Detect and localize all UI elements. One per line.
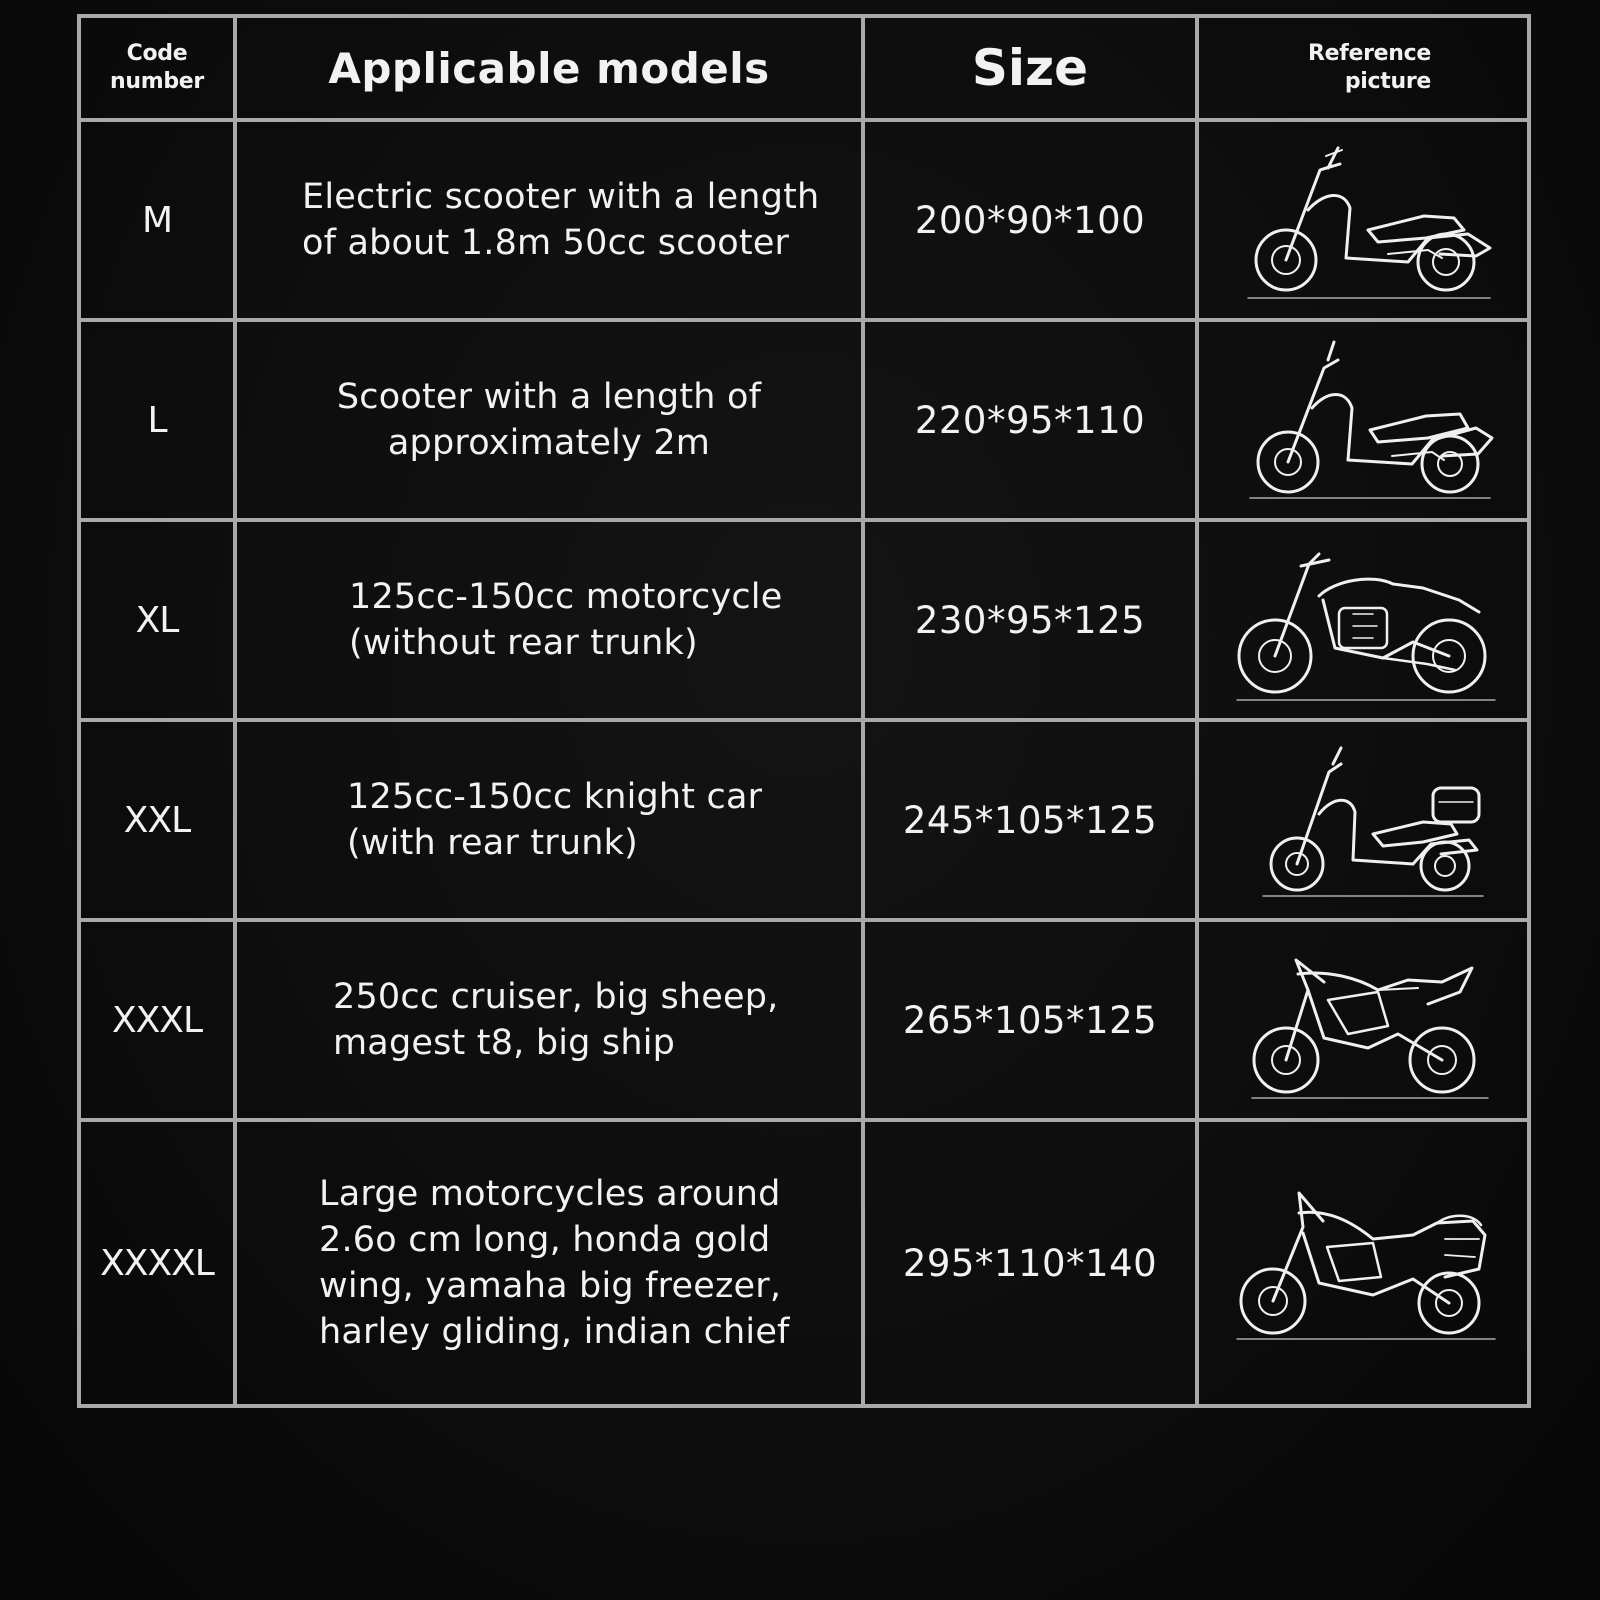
size-cell [863,320,1197,520]
picture-cell [1197,720,1529,920]
size-cell [863,520,1197,720]
code-cell [79,720,235,920]
code-cell [79,520,235,720]
models-value: 250cc cruiser, big sheep, magest t8, big ship [333,977,779,1063]
header-code-number [79,16,235,120]
picture-cell [1197,120,1529,320]
table-row-l [79,320,1529,520]
size-cell [863,120,1197,320]
models-cell [235,520,863,720]
size-value: 265*105*125 [902,998,1158,1042]
picture-cell [1197,1120,1529,1406]
table-row-m [79,120,1529,320]
scooter-icon [1228,130,1498,310]
size-cell [863,1120,1197,1406]
header-size [863,16,1197,120]
header-row [79,16,1529,120]
picture-cell [1197,920,1529,1120]
size-cell [863,720,1197,920]
size-value: 200*90*100 [914,198,1146,242]
picture-cell [1197,320,1529,520]
naked-motorcycle-icon [1223,530,1503,710]
size-chart-table [77,14,1531,1408]
touring-motorcycle-icon [1223,1173,1503,1353]
code-value: XL [135,599,179,641]
header-code-number-label: Code number [110,41,204,94]
code-cell [79,920,235,1120]
scooter-icon [1228,330,1498,510]
header-applicable-models-label: Applicable models [328,43,770,93]
size-value: 230*95*125 [914,598,1146,642]
code-value: XXXXL [100,1242,214,1284]
code-value: M [141,199,173,241]
models-cell [235,720,863,920]
header-size-label: Size [971,39,1089,97]
models-cell [235,1120,863,1406]
header-applicable-models [235,16,863,120]
code-cell [79,120,235,320]
picture-cell [1197,520,1529,720]
header-reference-picture [1197,16,1529,120]
table-row-xxxxl [79,1120,1529,1406]
models-value: Scooter with a length of approximately 2m [336,377,762,463]
models-cell [235,320,863,520]
models-value: 125cc-150cc motorcycle (without rear trunk) [349,577,783,663]
scooter-with-trunk-icon [1233,730,1493,910]
sport-bike-icon [1228,930,1498,1110]
models-value: Electric scooter with a length of about 1.8m 50cc scooter [302,177,820,263]
size-value: 245*105*125 [902,798,1158,842]
code-value: XXL [123,799,191,841]
table-row-xl [79,520,1529,720]
models-cell [235,920,863,1120]
table-row-xxl [79,720,1529,920]
code-value: XXXL [111,999,203,1041]
size-cell [863,920,1197,1120]
table-row-xxxl [79,920,1529,1120]
size-value: 220*95*110 [914,398,1146,442]
code-cell [79,1120,235,1406]
header-reference-picture-label: Reference picture [1307,41,1431,94]
size-value: 295*110*140 [902,1241,1158,1285]
code-cell [79,320,235,520]
models-value: 125cc-150cc knight car (with rear trunk) [347,777,763,863]
code-value: L [147,399,167,441]
models-cell [235,120,863,320]
models-value: Large motorcycles around 2.6o cm long, honda gold wing, yamaha big freezer, harley gliding, indian chief [319,1174,790,1352]
